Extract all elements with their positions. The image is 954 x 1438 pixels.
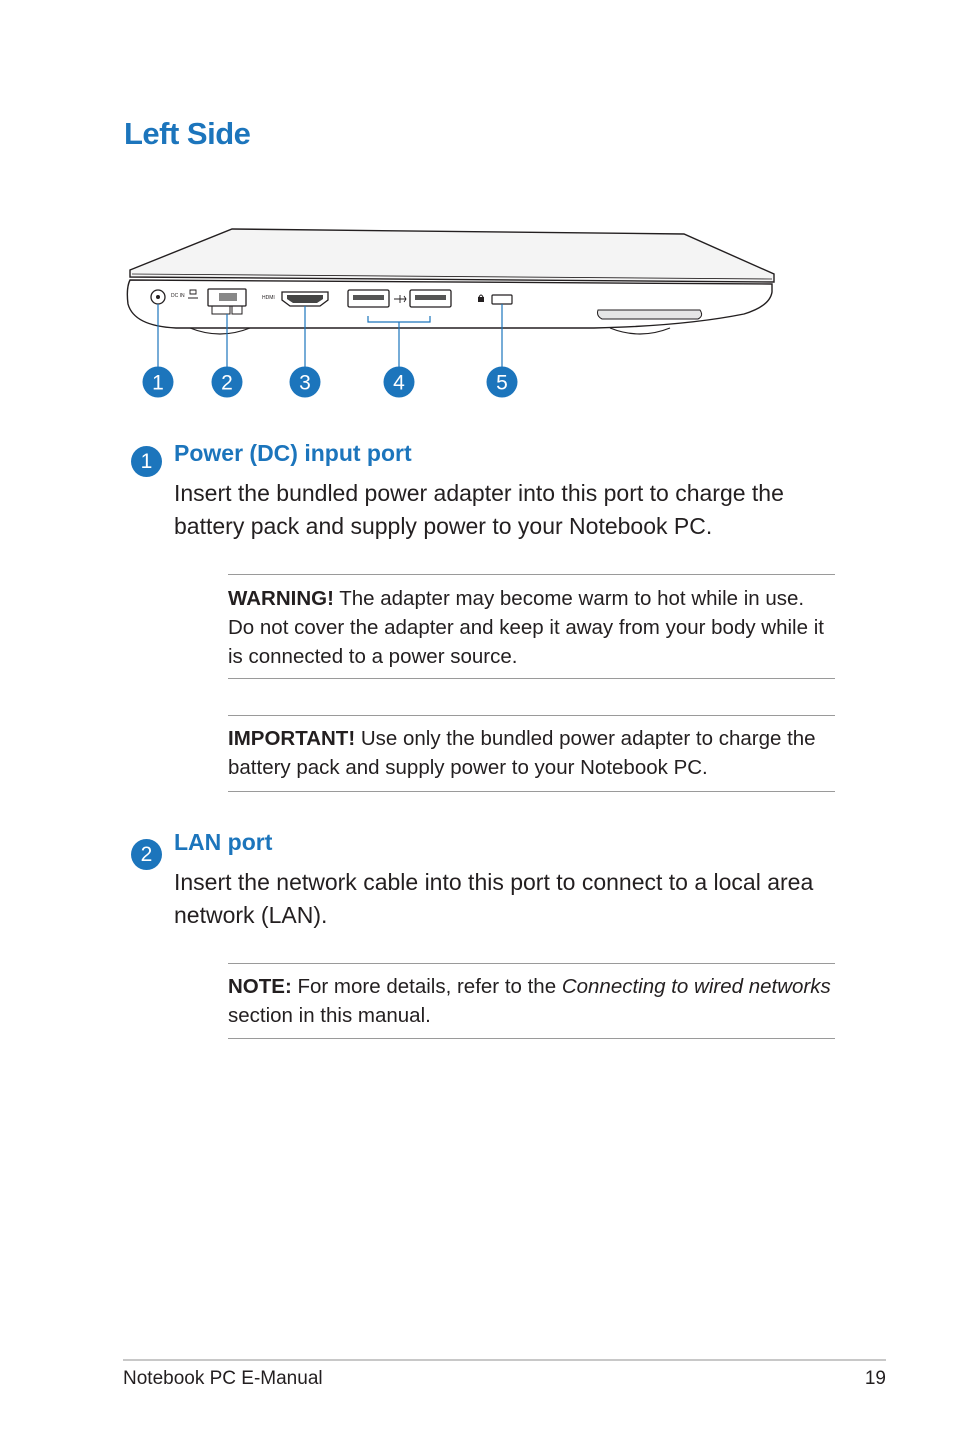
section-body-power-port: Insert the bundled power adapter into this port to charge the battery pack and supply power to your Notebook PC. <box>174 480 784 539</box>
info-note <box>228 963 835 1039</box>
note-text: NOTE: For more details, refer to the Connecting to wired networks section in this manual. <box>228 975 831 1027</box>
page-title: Left Side <box>124 116 251 151</box>
section-title-lan-port: LAN port <box>174 829 273 855</box>
laptop-lid <box>130 229 774 282</box>
lock-icon <box>478 297 484 302</box>
section-number-badge: 1 <box>131 446 162 477</box>
dc-in-label: DC IN <box>171 293 185 299</box>
important-label: IMPORTANT! <box>228 727 356 750</box>
note-link-reference: Connecting to wired networks <box>561 975 831 998</box>
hdmi-label: HDMI <box>262 295 275 301</box>
warning-label: WARNING! <box>228 587 334 610</box>
laptop-foot <box>610 328 670 334</box>
callout-number-4: 4 <box>393 371 405 395</box>
important-text: IMPORTANT! Use only the bundled power adapter to charge the battery pack and supply power to your Notebook PC. <box>228 727 816 779</box>
important-note <box>228 715 835 792</box>
footer-divider <box>123 1359 886 1361</box>
laptop-foot <box>190 328 250 334</box>
section-title-power-port: Power (DC) input port <box>174 440 412 466</box>
section-number-badge: 2 <box>131 839 162 870</box>
callout-number-2: 2 <box>221 371 233 395</box>
warning-note <box>228 574 835 679</box>
vent-slot <box>598 310 702 319</box>
note-label: NOTE: <box>228 975 292 998</box>
footer-page-number: 19 <box>864 1368 886 1389</box>
security-lock-slot <box>492 295 512 304</box>
laptop-left-side-illustration <box>124 222 784 408</box>
callout-number-3: 3 <box>299 371 311 395</box>
footer-manual-name: Notebook PC E-Manual <box>123 1368 323 1389</box>
section-body-lan-port: Insert the network cable into this port to connect to a local area network (LAN). <box>174 869 814 928</box>
callout-number-5: 5 <box>496 371 508 395</box>
callout-number-1: 1 <box>152 371 164 395</box>
warning-text: WARNING! The adapter may become warm to hot while in use. Do not cover the adapter and keep it away from your body while it is connected to a power source. <box>228 587 824 668</box>
